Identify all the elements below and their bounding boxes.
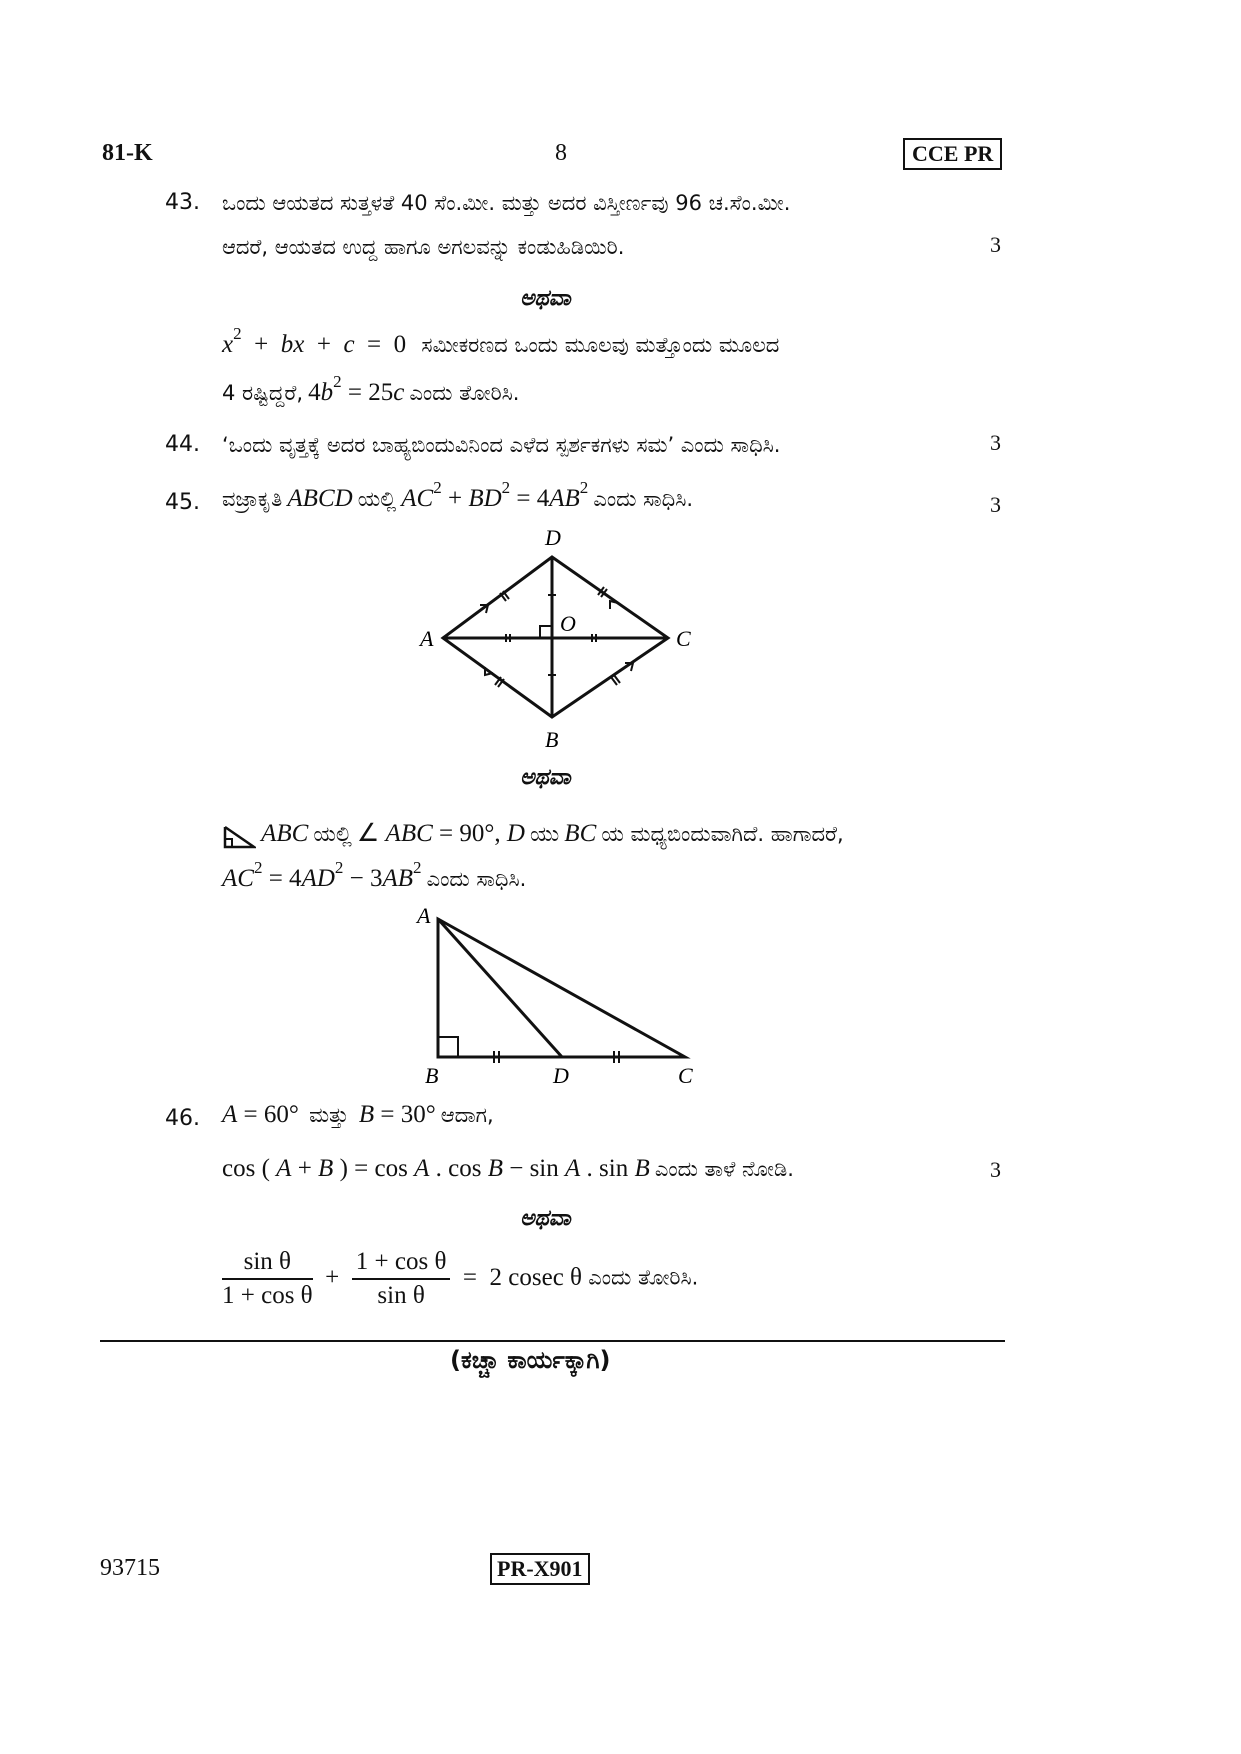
question-43-alt-line-1: $x^2$ + bx + c = 0 ಸಮೀಕರಣದ ಒಂದು ಮೂಲವು ಮತ್ತೊಂದು ಮೂಲದ bbox=[222, 324, 780, 358]
question-43-alt-line-2: 4 ರಷ್ಟಿದ್ದರೆ, $4b^2 = 25c$ ಎಂದು ತೋರಿಸಿ. bbox=[222, 372, 520, 406]
question-46-alt-suffix: ಎಂದು ತೋರಿಸಿ. bbox=[588, 1265, 699, 1290]
question-44-marks: 3 bbox=[990, 430, 1001, 455]
question-45-number: 45. bbox=[165, 490, 200, 515]
question-43-number: 43. bbox=[165, 190, 200, 215]
section-divider bbox=[100, 1340, 1005, 1342]
rough-work-label: (ಕಚ್ಚಾ ಕಾರ್ಯಕ್ಕಾಗಿ) bbox=[450, 1346, 611, 1374]
rhombus-label-b: B bbox=[545, 727, 559, 752]
question-46-marks: 3 bbox=[990, 1157, 1001, 1182]
question-45-mid: ಯಲ್ಲಿ bbox=[357, 487, 397, 511]
arrow-dc bbox=[610, 601, 618, 609]
question-45-prefix: ವಜ್ರಾಕೃತಿ bbox=[222, 487, 283, 511]
question-46-line-2-suffix: ಎಂದು ತಾಳೆ ನೋಡಿ. bbox=[654, 1157, 794, 1181]
question-46-line-1: A = 60° ಮತ್ತು B = 30° ಆದಾಗ, bbox=[222, 1101, 494, 1128]
question-43-alt-suffix: ಎಂದು ತೋರಿಸಿ. bbox=[409, 381, 520, 405]
question-43-line-2: ಆದರೆ, ಆಯತದ ಉದ್ದ ಹಾಗೂ ಅಗಲವನ್ನು ಕಂಡುಹಿಡಿಯಿರಿ. bbox=[222, 235, 625, 259]
rhombus-label-a: A bbox=[420, 626, 434, 651]
rhombus-label-d: D bbox=[545, 525, 561, 550]
question-46-line-2: cos ( A + B ) = cos A . cos B − sin A . sin B ಎಂದು ತಾಳೆ ನೋಡಿ. bbox=[222, 1155, 794, 1182]
question-46-number: 46. bbox=[165, 1106, 200, 1131]
question-43-line-1: ಒಂದು ಆಯತದ ಸುತ್ತಳತೆ 40 ಸೆಂ.ಮೀ. ಮತ್ತು ಅದರ ವಿಸ್ತೀರ್ಣವು 96 ಚ.ಸೆಂ.ಮೀ. bbox=[222, 191, 791, 215]
question-45-marks: 3 bbox=[990, 492, 1001, 517]
paper-code: 81-K bbox=[102, 140, 153, 166]
triangle-label-b: B bbox=[425, 1063, 439, 1088]
question-45-statement: ವಜ್ರಾಕೃತಿ ABCD ಯಲ್ಲಿ $AC^2 + BD^2 = 4AB^2$ ಎಂದು ಸಾಧಿಸಿ. bbox=[222, 478, 694, 512]
triangle-label-d: D bbox=[553, 1063, 569, 1088]
triangle-label-a: A bbox=[417, 905, 431, 928]
or-label: ಅಥವಾ bbox=[520, 765, 571, 790]
question-46-alt-line: $\frac{\text{sin θ}}{\text{1 + cos θ}}$ + $\frac{\text{1 + cos θ}}{\text{sin θ}}$ = 2 cosec θ ಎಂದು ತೋರಿಸಿ. bbox=[222, 1248, 699, 1309]
page-number: 8 bbox=[555, 140, 567, 166]
question-43-marks: 3 bbox=[990, 232, 1001, 257]
triangle-symbol-icon bbox=[222, 825, 256, 849]
or-label: ಅಥವಾ bbox=[520, 286, 571, 311]
question-44-text: ‘ಒಂದು ವೃತ್ತಕ್ಕೆ ಅದರ ಬಾಹ್ಯಬಿಂದುವಿನಿಂದ ಎಳೆದ ಸ್ಪರ್ಶಕಗಳು ಸಮ’ ಎಂದು ಸಾಧಿಸಿ. bbox=[222, 433, 781, 457]
question-46-and: ಮತ್ತು bbox=[309, 1103, 349, 1127]
question-45-alt-line-1: ABC ಯಲ್ಲಿ ∠ ABC = 90°, D ಯು BC ಯ ಮಧ್ಯಬಿಂದುವಾಗಿದೆ. ಹಾಗಾದರೆ, bbox=[222, 818, 1012, 849]
triangle-label-c: C bbox=[678, 1063, 693, 1088]
question-45-alt-mid-3: ಯ ಮಧ್ಯಬಿಂದುವಾಗಿದೆ. ಹಾಗಾದರೆ, bbox=[601, 822, 844, 846]
question-46-line-1-suffix: ಆದಾಗ, bbox=[440, 1103, 494, 1127]
rhombus-diagram bbox=[400, 525, 710, 755]
question-45-alt-mid-2: ಯು bbox=[530, 822, 560, 846]
question-43-alt-prefix: 4 ರಷ್ಟಿದ್ದರೆ, bbox=[222, 381, 304, 405]
rhombus-label-o: O bbox=[560, 611, 576, 636]
footer-box-label: PR-X901 bbox=[490, 1553, 590, 1585]
question-45-alt-mid-1: ಯಲ್ಲಿ bbox=[313, 822, 352, 846]
right-angle-mark bbox=[540, 626, 552, 638]
footer-id: 93715 bbox=[100, 1555, 160, 1581]
question-45-alt-line-2: $AC^2 = 4AD^2 - 3AB^2$ ಎಂದು ಸಾಧಿಸಿ. bbox=[222, 858, 527, 892]
right-triangle-diagram bbox=[405, 905, 715, 1095]
question-43-alt-text: ಸಮೀಕರಣದ ಒಂದು ಮೂಲವು ಮತ್ತೊಂದು ಮೂಲದ bbox=[421, 333, 780, 357]
question-45-alt-suffix: ಎಂದು ಸಾಧಿಸಿ. bbox=[426, 867, 527, 891]
exam-box-label: CCE PR bbox=[903, 138, 1002, 170]
or-label: ಅಥವಾ bbox=[520, 1206, 571, 1231]
right-angle-mark bbox=[438, 1037, 458, 1057]
rhombus-label-c: C bbox=[676, 626, 691, 651]
question-44-number: 44. bbox=[165, 432, 200, 457]
question-45-suffix: ಎಂದು ಸಾಧಿಸಿ. bbox=[593, 487, 694, 511]
triangle-outline bbox=[438, 919, 685, 1057]
